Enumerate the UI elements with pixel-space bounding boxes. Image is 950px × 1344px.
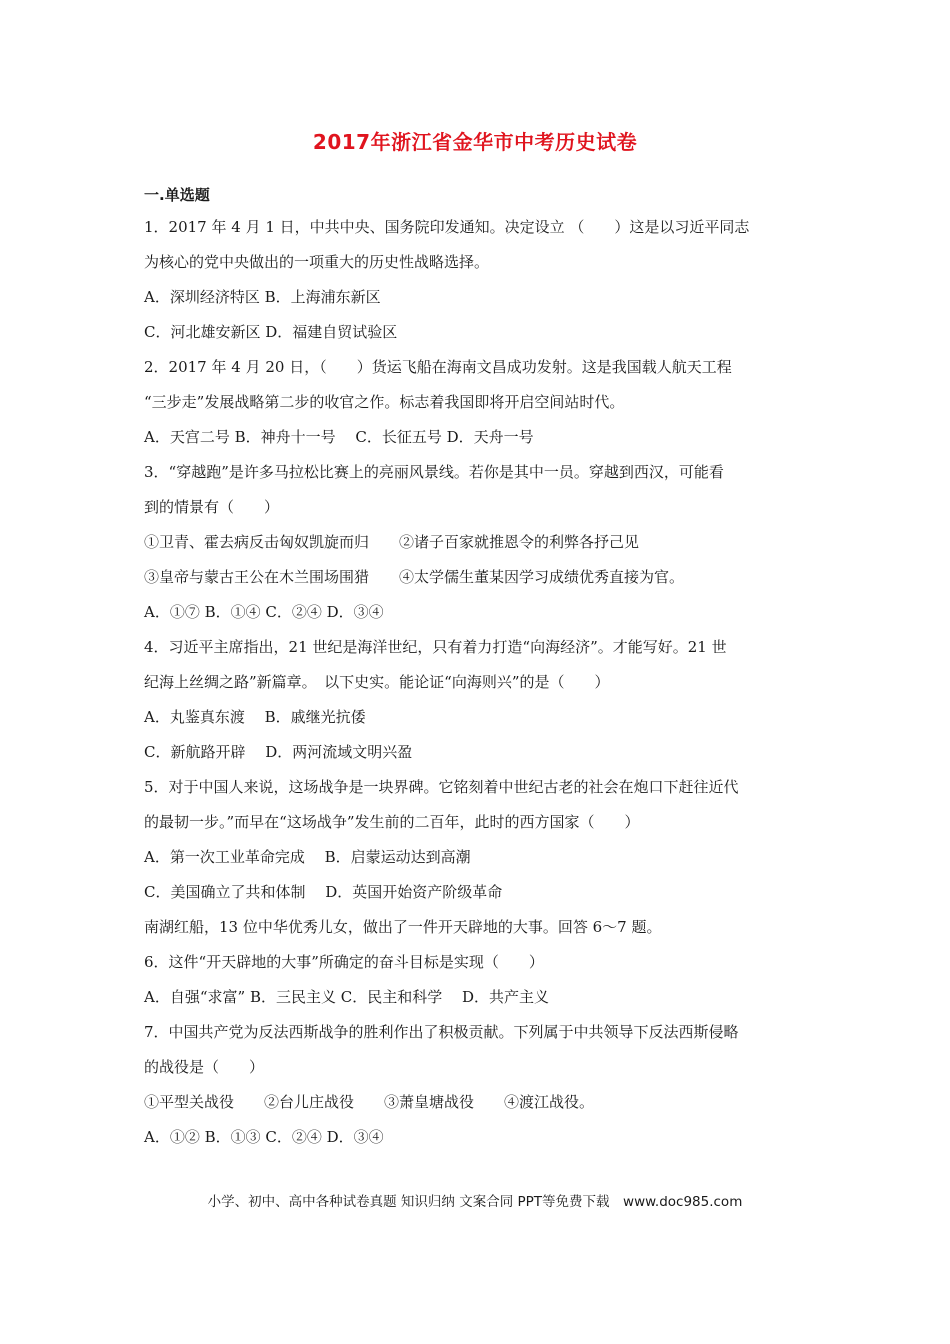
text-line: 3．“穿越跑”是许多马拉松比赛上的亮丽风景线。若你是其中一员。穿越到西汉，可能看 xyxy=(144,463,724,481)
footer-text: 小学、初中、高中各种试卷真题 知识归纳 文案合同 PPT等免费下载 www.doc985.com xyxy=(207,1194,743,1210)
text-line: 纪海上丝绸之路”新篇章。 以下史实。能论证“向海则兴”的是（ ） xyxy=(144,673,610,691)
text-line: A．深圳经济特区 B．上海浦东新区 xyxy=(144,288,381,306)
text-line: A．①⑦ B．①④ C．②④ D．③④ xyxy=(144,603,384,621)
text-line: A．第一次工业革命完成 B．启蒙运动达到高潮 xyxy=(144,848,471,866)
text-line: 6．这件“开天辟地的大事”所确定的奋斗目标是实现（ ） xyxy=(144,953,544,971)
text-line: A．丸鉴真东渡 B．戚继光抗倭 xyxy=(144,708,366,726)
text-line: ①平型关战役 ②台儿庄战役 ③萧皇塘战役 ④渡江战役。 xyxy=(144,1093,595,1111)
text-line: “三步走”发展战略第二步的收官之作。标志着我国即将开启空间站时代。 xyxy=(144,393,625,411)
text-line: A．自强“求富” B．三民主义 C．民主和科学 D．共产主义 xyxy=(144,988,550,1006)
text-line: 到的情景有（ ） xyxy=(144,498,280,516)
text-line: 的战役是（ ） xyxy=(144,1058,265,1076)
text-line: 7．中国共产党为反法西斯战争的胜利作出了积极贡献。下列属于中共领导下反法西斯侵略 xyxy=(144,1023,739,1041)
text-line: 2．2017 年 4 月 20 日，（ ）货运飞船在海南文昌成功发射。这是我国载人航天工程 xyxy=(144,358,732,376)
question-list xyxy=(144,210,812,1155)
text-line: 的最韧一步。”而早在“这场战争”发生前的二百年，此时的西方国家（ ） xyxy=(144,813,640,831)
exam-title: 2017年浙江省金华市中考历史试卷 xyxy=(312,130,638,154)
text-line: 南湖红船，13 位中华优秀儿女，做出了一件开天辟地的大事。回答 6～7 题。 xyxy=(144,918,662,936)
text-line: ③皇帝与蒙古王公在木兰围场围猎 ④太学儒生董某因学习成绩优秀直接为官。 xyxy=(144,568,685,586)
text-line: 为核心的党中央做出的一项重大的历史性战略选择。 xyxy=(144,253,490,271)
text-line: C．河北雄安新区 D．福建自贸试验区 xyxy=(144,323,398,341)
text-line: 4．习近平主席指出，21 世纪是海洋世纪，只有着力打造“向海经济”。才能写好。21 世 xyxy=(144,638,727,656)
section-heading: 一.单选题 xyxy=(144,186,210,204)
text-line: 1．2017 年 4 月 1 日，中共中央、国务院印发通知。决定设立 （ ）这是以习近平同志 xyxy=(144,218,750,236)
text-line: C．美国确立了共和体制 D．英国开始资产阶级革命 xyxy=(144,883,503,901)
text-line: A．天宫二号 B．神舟十一号 C．长征五号 D．天舟一号 xyxy=(144,428,534,446)
text-line: 5．对于中国人来说，这场战争是一块界碑。它铭刻着中世纪古老的社会在炮口下赶往近代 xyxy=(144,778,739,796)
text-line: C．新航路开辟 D．两河流域文明兴盈 xyxy=(144,743,413,761)
text-line: A．①② B．①③ C．②④ D．③④ xyxy=(144,1128,384,1146)
text-line: ①卫青、霍去病反击匈奴凯旋而归 ②诸子百家就推恩令的利弊各抒己见 xyxy=(144,533,640,551)
